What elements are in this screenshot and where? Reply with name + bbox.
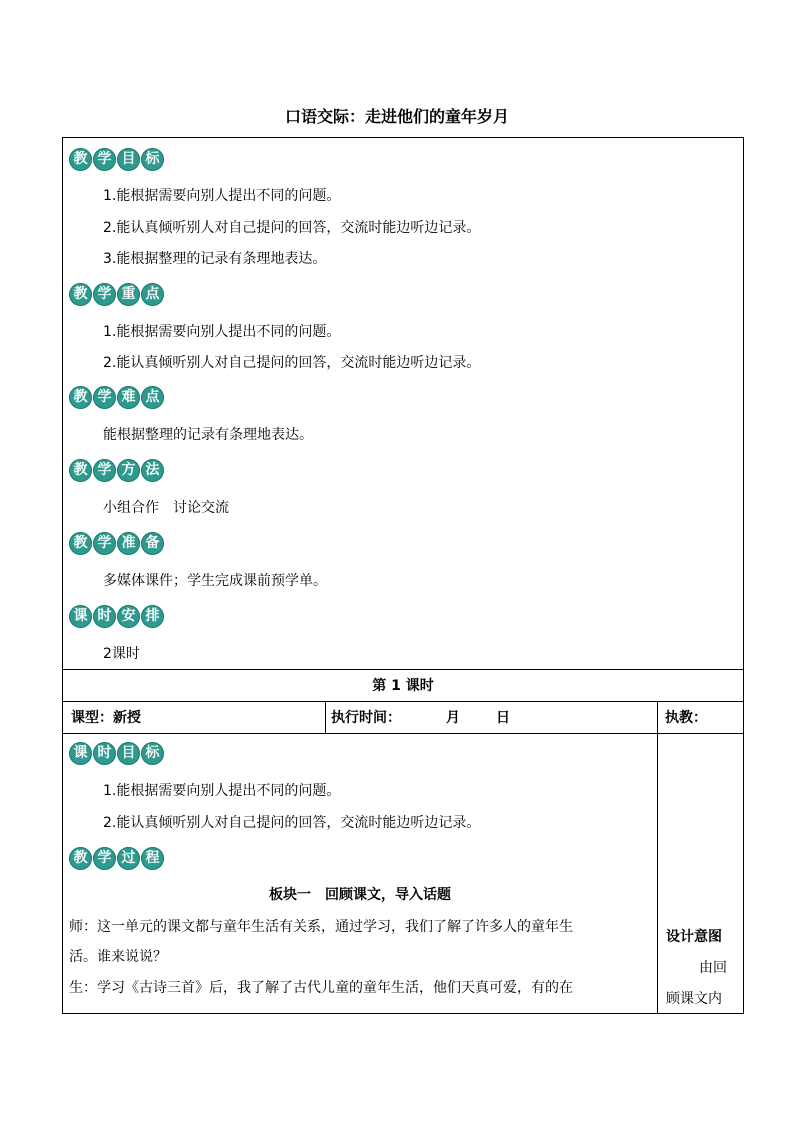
- method-item: 小组合作 讨论交流: [103, 500, 229, 516]
- badge-schedule: 课 时 安 排: [69, 605, 164, 628]
- badge-teaching-process: 教 学 过 程: [69, 847, 164, 870]
- schedule-item: 2课时: [103, 646, 140, 662]
- page-title: 口语交际：走进他们的童年岁月: [284, 107, 509, 126]
- difficulty-item: 能根据整理的记录有条理地表达。: [103, 427, 313, 443]
- badge-methods: 教 学 方 法: [69, 459, 164, 482]
- process-line: 师：这一单元的课文都与童年生活有关系，通过学习，我们了解了许多人的童年生: [69, 919, 573, 935]
- row-divider: [63, 669, 743, 670]
- badge-key-points: 教 学 重 点: [69, 283, 164, 306]
- badge-lesson-goals: 课 时 目 标: [69, 742, 164, 765]
- execution-time-label: 执行时间：: [331, 710, 401, 726]
- day-label: 日: [496, 710, 510, 726]
- design-intent-title: 设计意图: [666, 929, 722, 945]
- goal-item: 1.能根据需要向别人提出不同的问题。: [103, 188, 341, 204]
- row-divider: [63, 701, 743, 702]
- goal-item: 3.能根据整理的记录有条理地表达。: [103, 251, 327, 267]
- process-line: 活。谁来说说？: [69, 949, 167, 965]
- teacher-label: 执教：: [665, 710, 707, 726]
- badge-preparation: 教 学 准 备: [69, 532, 164, 555]
- goal-item: 2.能认真倾听别人对自己提问的回答，交流时能边听边记录。: [103, 220, 481, 236]
- preparation-item: 多媒体课件；学生完成课前预学单。: [103, 573, 327, 589]
- design-intent-line: 由回: [699, 960, 727, 976]
- lesson-goal-item: 1.能根据需要向别人提出不同的问题。: [103, 783, 341, 799]
- month-label: 月: [446, 710, 460, 726]
- block-title: 板块一 回顾课文，导入话题: [269, 887, 451, 903]
- lesson-type: 课型：新授: [71, 710, 141, 726]
- lesson-heading: 第 1 课时: [372, 678, 434, 694]
- process-line: 生：学习《古诗三首》后，我了解了古代儿童的童年生活，他们天真可爱，有的在: [69, 980, 573, 996]
- column-divider: [657, 701, 658, 1013]
- key-point-item: 2.能认真倾听别人对自己提问的回答，交流时能边听边记录。: [103, 355, 481, 371]
- design-intent-line: 顾课文内: [666, 991, 722, 1007]
- badge-difficulties: 教 学 难 点: [69, 386, 164, 409]
- row-divider: [63, 733, 743, 734]
- column-divider: [325, 701, 326, 733]
- lesson-goal-item: 2.能认真倾听别人对自己提问的回答，交流时能边听边记录。: [103, 815, 481, 831]
- badge-teaching-goals: 教 学 目 标: [69, 148, 164, 171]
- key-point-item: 1.能根据需要向别人提出不同的问题。: [103, 324, 341, 340]
- lesson-plan-table: [62, 137, 744, 1014]
